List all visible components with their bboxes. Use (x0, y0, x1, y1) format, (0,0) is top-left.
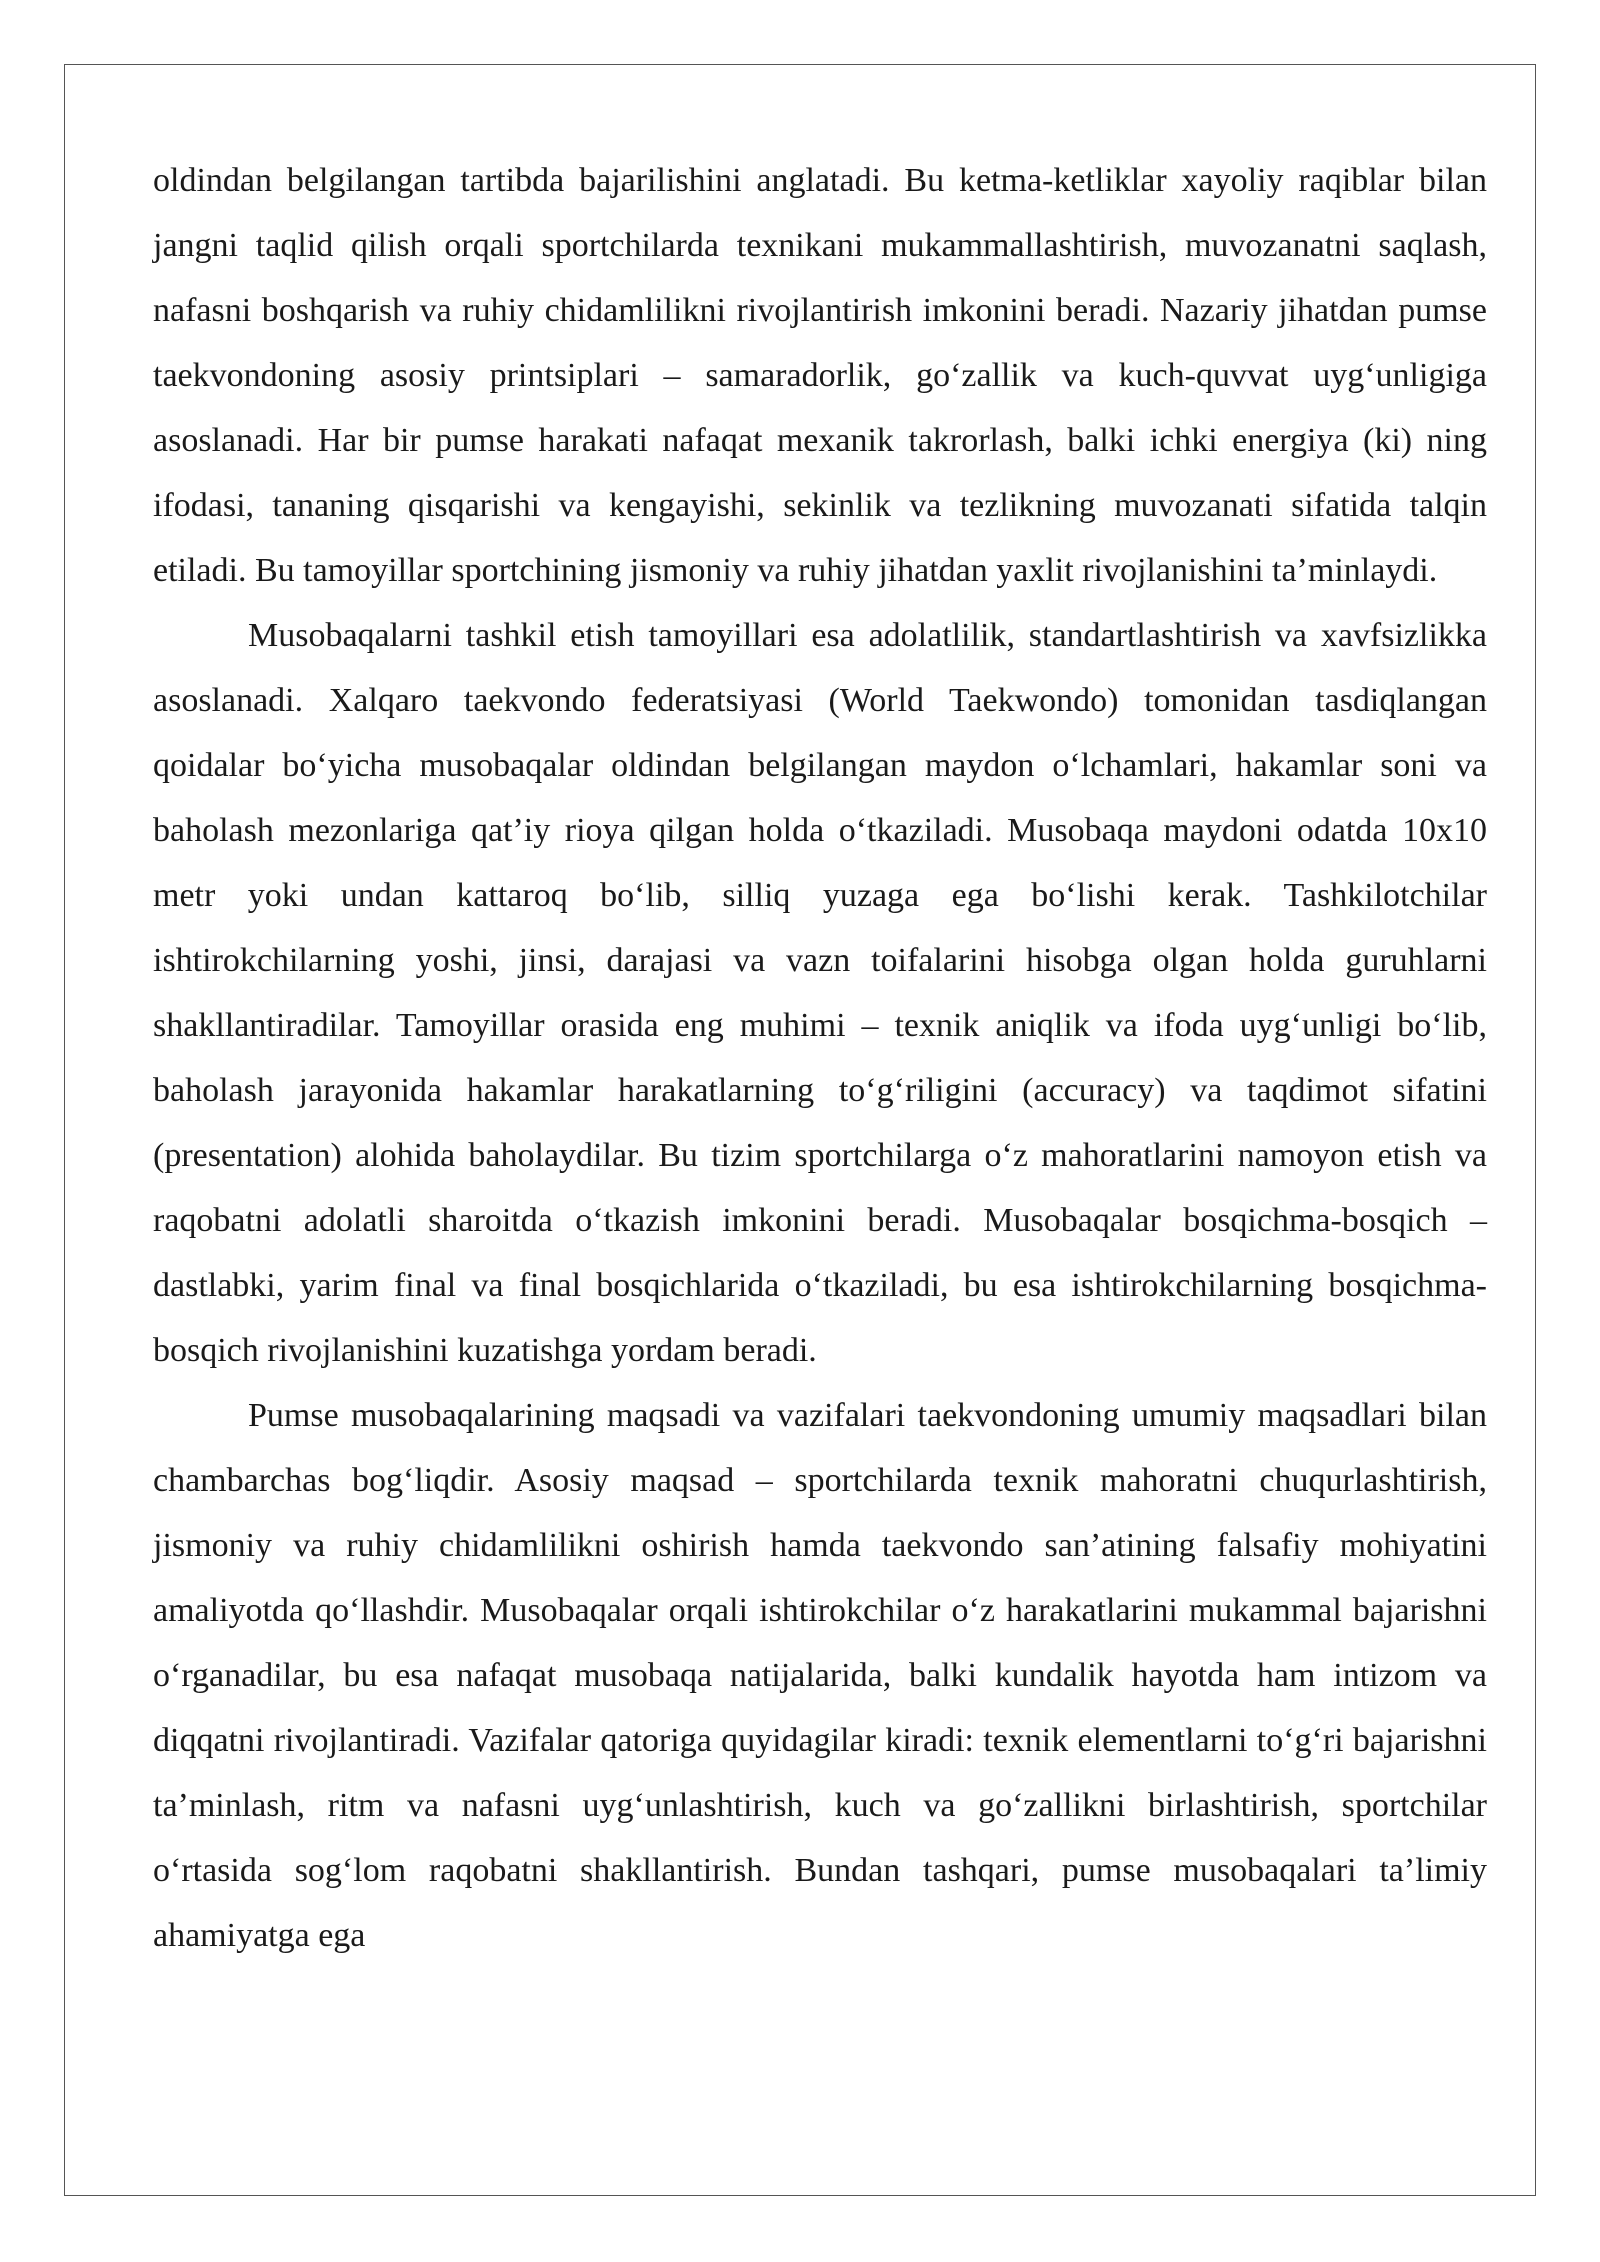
paragraph-2: Musobaqalarni tashkil etish tamoyillari esa adolatlilik, standartlashtirish va xavfsizlikka asoslanadi. Xalqaro taekvondo federatsiyasi (World Taekwondo) tomonidan tasdiqlangan qoidalar bo‘yicha musobaqalar oldindan belgilangan maydon o‘lchamlari, hakamlar soni va baholash mezonlariga qat’iy rioya qilgan holda o‘tkaziladi. Musobaqa maydoni odatda 10x10 metr yoki undan kattaroq bo‘lib, silliq yuzaga ega bo‘lishi kerak. Tashkilotchilar ishtirokchilarning yoshi, jinsi, darajasi va vazn toifalarini hisobga olgan holda guruhlarni shakllantiradilar. Tamoyillar orasida eng muhimi – texnik aniqlik va ifoda uyg‘unligi bo‘lib, baholash jarayonida hakamlar harakatlarning to‘g‘riligini (accuracy) va taqdimot sifatini (presentation) alohida baholaydilar. Bu tizim sportchilarga o‘z mahoratlarini namoyon etish va raqobatni adolatli sharoitda o‘tkazish imkonini beradi. Musobaqalar bosqichma-bosqich – dastlabki, yarim final va final bosqichlarida o‘tkaziladi, bu esa ishtirokchilarning bosqichma-bosqich rivojlanishini kuzatishga yordam beradi. (153, 617, 1487, 1369)
paragraph-3: Pumse musobaqalarining maqsadi va vazifalari taekvondoning umumiy maqsadlari bilan chambarchas bog‘liqdir. Asosiy maqsad – sportchilarda texnik mahoratni chuqurlashtirish, jismoniy va ruhiy chidamlilikni oshirish hamda taekvondo san’atining falsafiy mohiyatini amaliyotda qo‘llashdir. Musobaqalar orqali ishtirokchilar o‘z harakatlarini mukammal bajarishni o‘rganadilar, bu esa nafaqat musobaqa natijalarida, balki kundalik hayotda ham intizom va diqqatni rivojlantiradi. Vazifalar qatoriga quyidagilar kiradi: texnik elementlarni to‘g‘ri bajarishni ta’minlash, ritm va nafasni uyg‘unlashtirish, kuch va go‘zallikni birlashtirish, sportchilar o‘rtasida sog‘lom raqobatni shakllantirish. Bundan tashqari, pumse musobaqalari ta’limiy ahamiyatga ega (153, 1397, 1487, 1954)
paragraph-1: oldindan belgilangan tartibda bajarilishini anglatadi. Bu ketma-ketliklar xayoliy raqiblar bilan jangni taqlid qilish orqali sportchilarda texnikani mukammallashtirish, muvozanatni saqlash, nafasni boshqarish va ruhiy chidamlilikni rivojlantirish imkonini beradi. Nazariy jihatdan pumse taekvondoning asosiy printsiplari – samaradorlik, go‘zallik va kuch-quvvat uyg‘unligiga asoslanadi. Har bir pumse harakati nafaqat mexanik takrorlash, balki ichki energiya (ki) ning ifodasi, tananing qisqarishi va kengayishi, sekinlik va tezlikning muvozanati sifatida talqin etiladi. Bu tamoyillar sportchining jismoniy va ruhiy jihatdan yaxlit rivojlanishini ta’minlaydi. (153, 162, 1487, 589)
document-body (153, 148, 1487, 1968)
